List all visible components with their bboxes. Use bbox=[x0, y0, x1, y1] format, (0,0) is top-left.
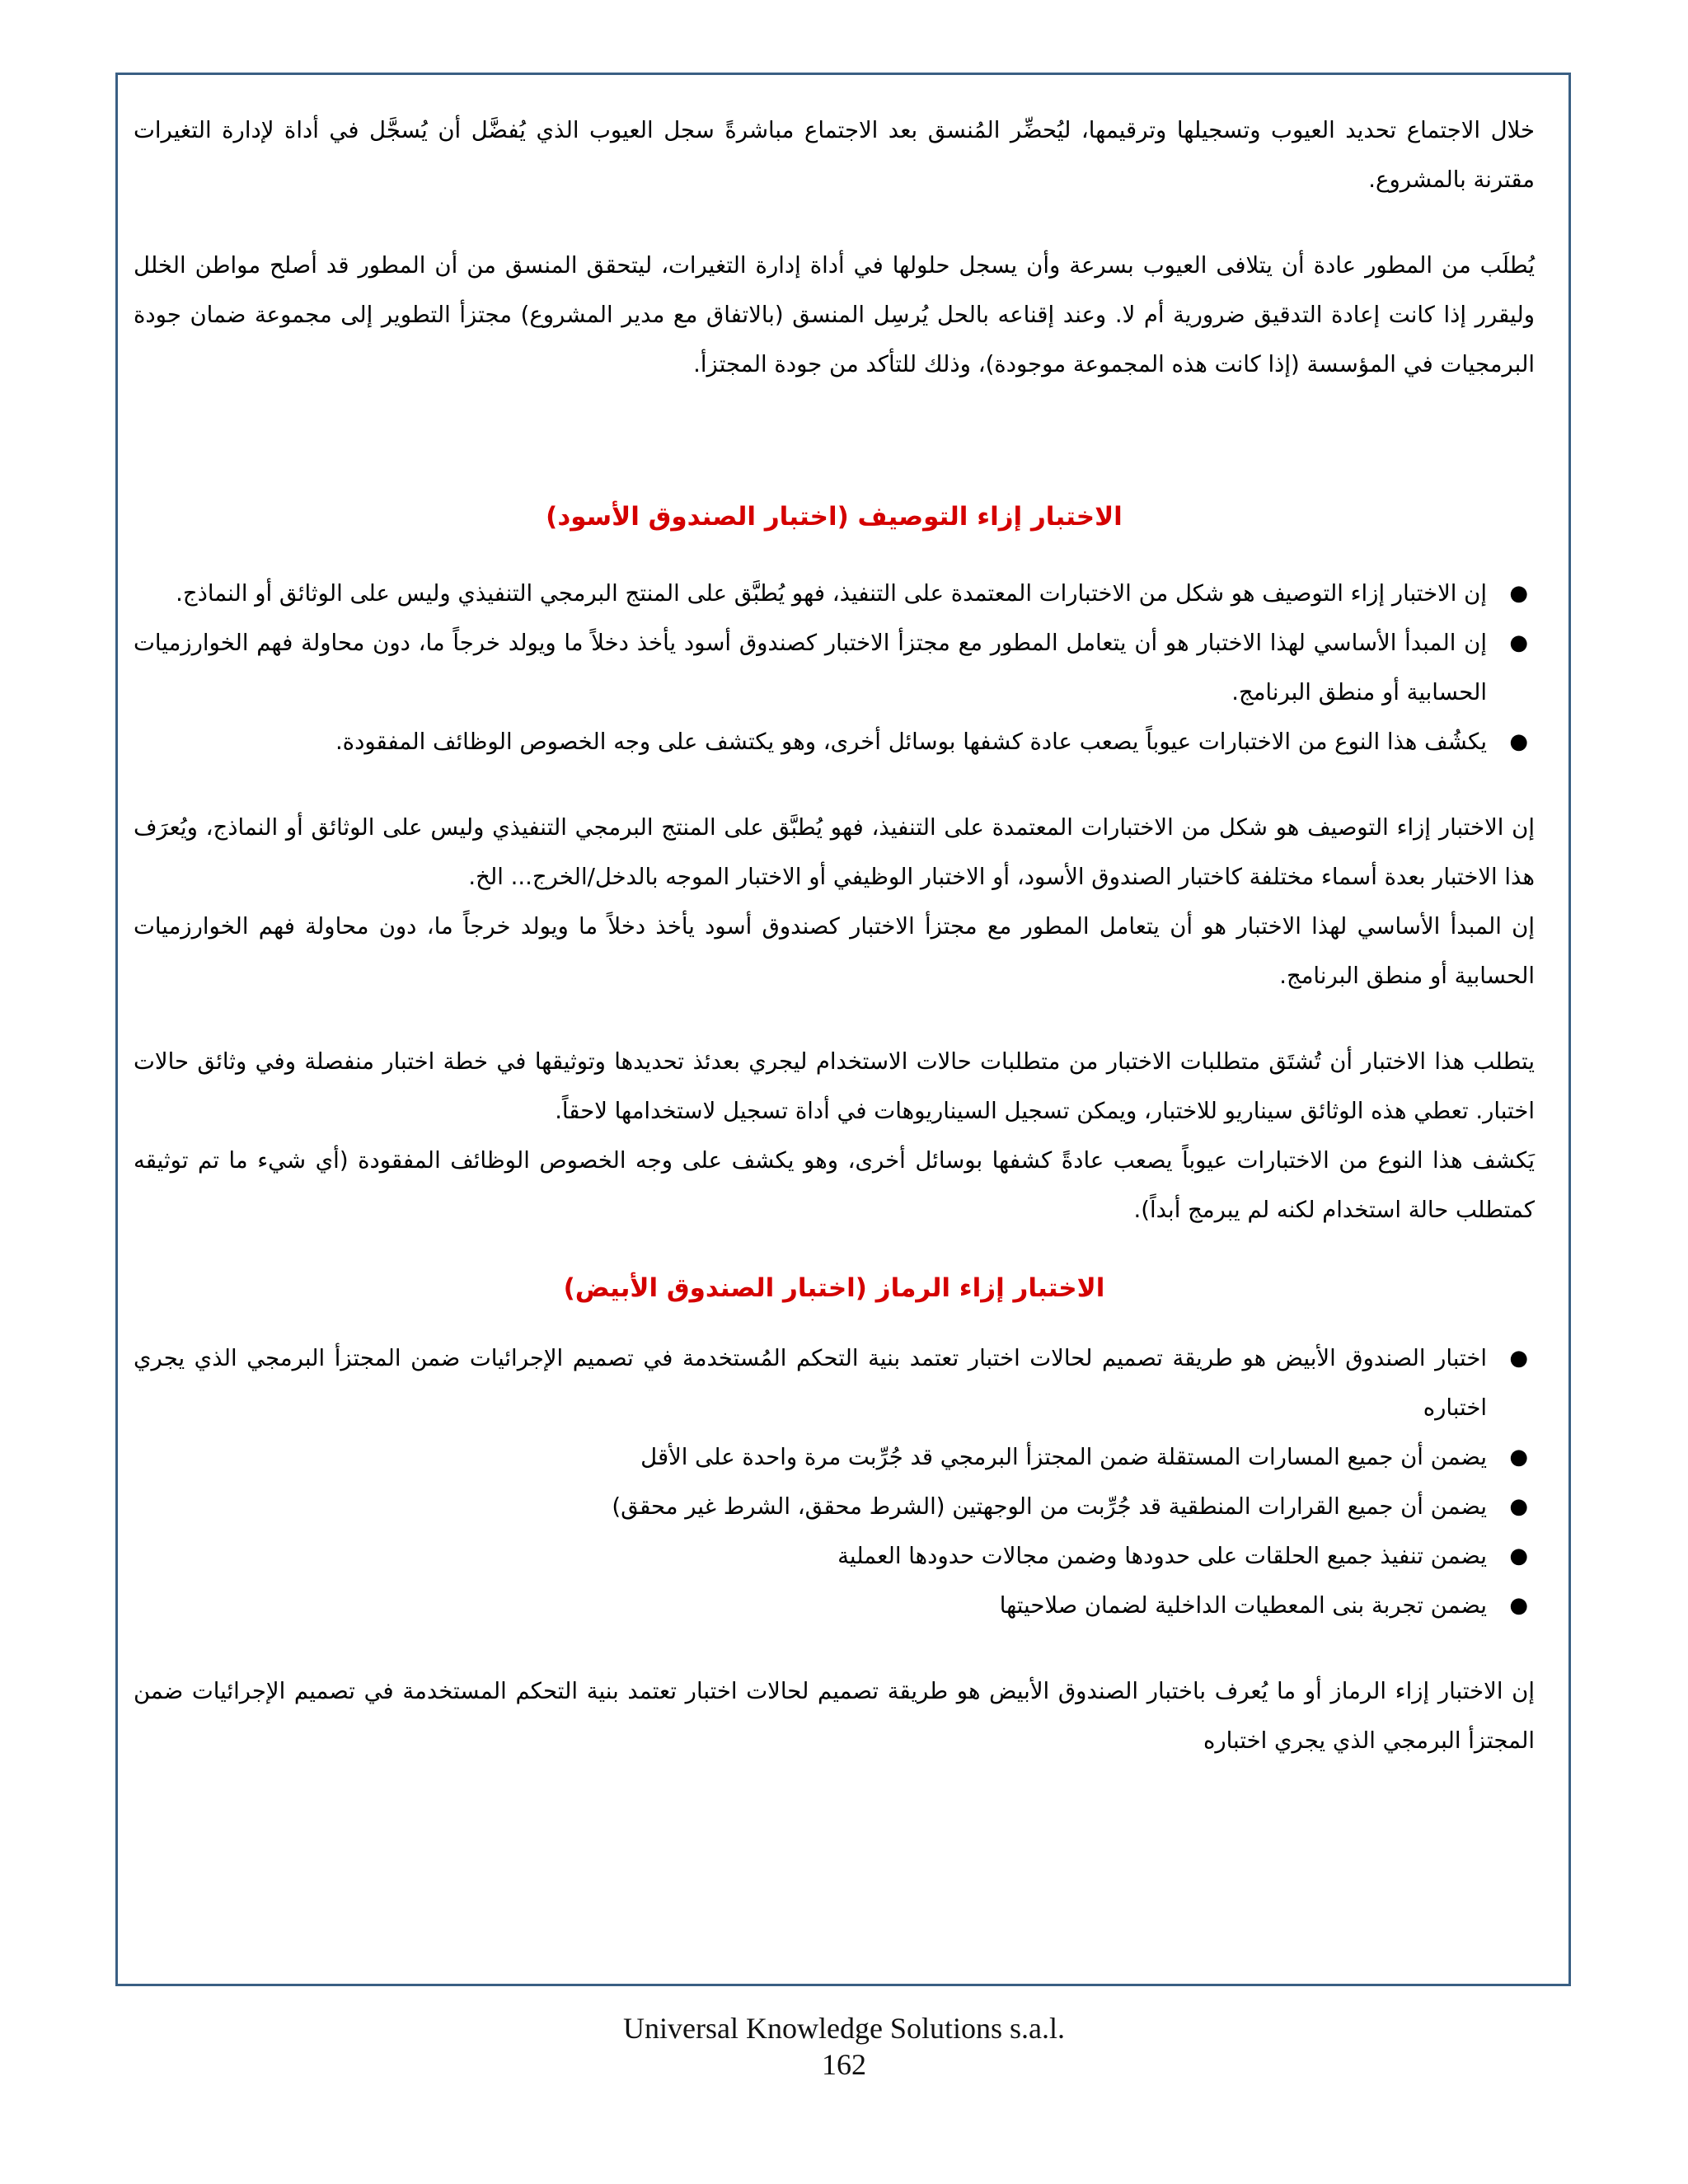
black-box-bullet-list bbox=[134, 569, 1535, 766]
white-box-paragraph: إن الاختبار إزاء الرماز أو ما يُعرف باختبار الصندوق الأبيض هو طريقة تصميم لحالات اختبار تعتمد بنية التحكم المستخدمة في تصميم الإجرائيات ضمن المجتزأ البرمجي الذي يجري اختباره bbox=[134, 1678, 1535, 1754]
list-item-text: يكشُف هذا النوع من الاختبارات عيوباً يصعب عادة كشفها بوسائل أخرى، وهو يكتشف على وجه الخصوص الوظائف المفقودة. bbox=[335, 729, 1487, 755]
list-item-text: يضمن أن جميع المسارات المستقلة ضمن المجتزأ البرمجي قد جُرِّبت مرة واحدة على الأقل bbox=[640, 1444, 1487, 1470]
list-item bbox=[134, 1333, 1528, 1432]
list-item bbox=[134, 1482, 1528, 1531]
list-item-text: يضمن تنفيذ جميع الحلقات على حدودها وضمن مجالات حدودها العملية bbox=[837, 1543, 1487, 1569]
list-item-text: يضمن أن جميع القرارات المنطقية قد جُرِّبت من الوجهتين (الشرط محقق، الشرط غير محقق) bbox=[612, 1493, 1487, 1520]
white-box-heading: الاختبار إزاء الرماز (اختبار الصندوق الأبيض) bbox=[563, 1273, 1105, 1303]
black-box-heading: الاختبار إزاء التوصيف (اختبار الصندوق الأسود) bbox=[546, 502, 1123, 532]
document-body bbox=[134, 105, 1535, 1765]
black-box-paragraph-1a: إن الاختبار إزاء التوصيف هو شكل من الاختبارات المعتمدة على التنفيذ، فهو يُطبَّق على المنتج البرمجي التنفيذي وليس على الوثائق أو النماذج، ويُعرَف هذا الاختبار بعدة أسماء مختلفة كاختبار الصندوق الأسود، أو الاختبار الوظيفي أو الاختبار الموجه بالدخل/الخرج... الخ. bbox=[134, 814, 1535, 890]
list-item bbox=[134, 1581, 1528, 1630]
black-box-paragraph-1b: إن المبدأ الأساسي لهذا الاختبار هو أن يتعامل المطور مع مجتزأ الاختبار كصندوق أسود يأخذ دخلاً ما ويولد خرجاً ما، دون محاولة فهم الخوارزميات الحسابية أو منطق البرنامج. bbox=[134, 913, 1535, 989]
footer-publisher: Universal Knowledge Solutions s.a.l. bbox=[623, 2012, 1065, 2045]
bullet-icon: ● bbox=[1509, 1445, 1528, 1469]
list-item-text: اختبار الصندوق الأبيض هو طريقة تصميم لحالات اختبار تعتمد بنية التحكم المُستخدمة في تصميم الإجرائيات ضمن المجتزأ البرمجي الذي يجري اختباره bbox=[134, 1345, 1487, 1421]
bullet-icon: ● bbox=[1509, 1593, 1528, 1618]
list-item bbox=[134, 569, 1528, 618]
black-box-paragraph-2a: يتطلب هذا الاختبار أن تُشتَق متطلبات الاختبار من متطلبات حالات الاستخدام ليجري بعدئذ تحديدها وتوثيقها في خطة اختبار منفصلة وفي وثائق حالات اختبار. تعطي هذه الوثائق سيناريو للاختبار، ويمكن تسجيل السيناريوهات في أداة تسجيل لاستخدامها لاحقاً. bbox=[134, 1048, 1535, 1124]
list-item bbox=[134, 618, 1528, 717]
list-item-text: إن المبدأ الأساسي لهذا الاختبار هو أن يتعامل المطور مع مجتزأ الاختبار كصندوق أسود يأخذ دخلاً ما ويولد خرجاً ما، دون محاولة فهم الخوارزميات الحسابية أو منطق البرنامج. bbox=[134, 630, 1487, 705]
bullet-icon: ● bbox=[1509, 1346, 1528, 1371]
list-item bbox=[134, 717, 1528, 766]
list-item bbox=[134, 1531, 1528, 1581]
list-item-text: إن الاختبار إزاء التوصيف هو شكل من الاختبارات المعتمدة على التنفيذ، فهو يُطبَّق على المنتج البرمجي التنفيذي وليس على الوثائق أو النماذج. bbox=[176, 580, 1487, 607]
footer-page-number: 162 bbox=[822, 2048, 866, 2081]
list-item-text: يضمن تجربة بنى المعطيات الداخلية لضمان صلاحيتها bbox=[999, 1592, 1487, 1619]
list-item bbox=[134, 1432, 1528, 1482]
bullet-icon: ● bbox=[1509, 1494, 1528, 1519]
white-box-bullet-list bbox=[134, 1333, 1535, 1630]
bullet-icon: ● bbox=[1509, 581, 1528, 606]
bullet-icon: ● bbox=[1509, 729, 1528, 754]
bullet-icon: ● bbox=[1509, 1544, 1528, 1568]
intro-paragraph-1: خلال الاجتماع تحديد العيوب وتسجيلها وترقيمها، ليُحضِّر المُنسق بعد الاجتماع مباشرةً سجل العيوب الذي يُفضَّل أن يُسجَّل في أداة لإدارة التغيرات مقترنة بالمشروع. bbox=[134, 117, 1535, 193]
black-box-paragraph-2b: يَكشف هذا النوع من الاختبارات عيوباً يصعب عادةً كشفها بوسائل أخرى، وهو يكشف على وجه الخصوص الوظائف المفقودة (أي شيء ما تم توثيقه كمتطلب حالة استخدام لكنه لم يبرمج أبداً). bbox=[134, 1147, 1535, 1223]
intro-paragraph-2: يُطلَب من المطور عادة أن يتلافى العيوب بسرعة وأن يسجل حلولها في أداة إدارة التغيرات، ليتحقق المنسق من أن المطور قد أصلح مواطن الخلل وليقرر إذا كانت إعادة التدقيق ضرورية أم لا. وعند إقناعه بالحل يُرسِل المنسق (بالاتفاق مع مدير المشروع) مجتزأ التطوير إلى مجموعة ضمان جودة البرمجيات في المؤسسة (إذا كانت هذه المجموعة موجودة)، وذلك للتأكد من جودة المجتزأ. bbox=[134, 252, 1535, 377]
bullet-icon: ● bbox=[1509, 630, 1528, 655]
